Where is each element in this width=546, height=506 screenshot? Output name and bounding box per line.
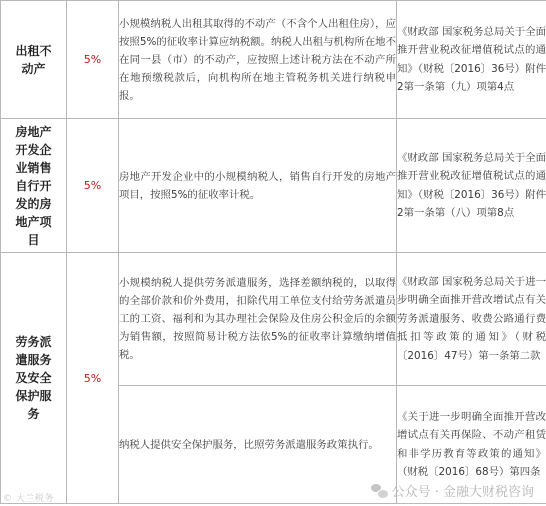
description-cell [119,119,397,253]
table-row [1,1,546,119]
item-cell [1,1,67,119]
rate-value: 5% [83,371,102,385]
legal-basis-cell [397,253,546,386]
wechat-icon [371,484,387,498]
watermark-left-text: © 大兰税务 [3,494,54,504]
table-row [1,119,546,253]
description-text: 纳税人提供安全保护服务，比照劳务派遣服务政策执行。 [119,438,379,451]
rate-cell [67,253,119,504]
watermark-left [3,491,54,504]
legal-basis-cell [397,1,546,119]
watermark-right [371,481,534,500]
description-cell [119,1,397,119]
description-text: 小规模纳税人提供劳务派遣服务，选择差额纳税的，以取得的全部价款和价外费用，扣除代用工单位支付给劳务派遣员工的工资、福利和为其办理社会保险及住房公积金后的余额为销售额，按照简易计税方法依5%的征收率计算缴纳增值税。 [119,277,396,361]
rate-value: 5% [83,179,102,192]
legal-basis-text: 《关于进一步明确全面推开营改增试点有关再保险、不动产租赁和非学历教育等政策的通知》（财税〔2016〕68号）第四条 [397,410,546,478]
description-text: 房地产开发企业中的小规模纳税人，销售自行开发的房地产项目，按照5%的征收率计税。 [119,170,396,201]
legal-basis-cell [397,119,546,253]
legal-basis-text: 《财政部 国家税务总局关于全面推开营业税改征增值税试点的通知》（财税〔2016〕36号）附件2第一条第（八）项第8点 [397,151,546,219]
watermark-right-text: 公众号 · 金融大财税咨询 [391,485,534,500]
legal-basis-text: 《财政部 国家税务总局关于进一步明确全面推开营改增试点有关劳务派遣服务、收费公路通行费抵扣等政策的通知》（财税〔2016〕47号）第一条第二款 [397,275,546,362]
item-label: 劳务派 遣服务 及安全 保护服 务 [15,335,52,421]
rate-value: 5% [83,53,102,66]
description-cell [119,386,397,504]
rate-cell [67,119,119,253]
description-text: 小规模纳税人出租其取得的不动产（不含个人出租住房），应按照5%的征收率计算应纳税额。纳税人出租与机构所在地不在同一县（市）的不动产，应按照上述计税方法在不动产所在地预缴税款后，向机构所在地主管税务机关进行纳税申报。 [119,17,396,102]
item-cell [1,119,67,253]
description-cell [119,253,397,386]
rate-cell [67,1,119,119]
item-cell [1,253,67,504]
legal-basis-text: 《财政部 国家税务总局关于全面推开营业税改征增值税试点的通知》（财税〔2016〕36号）附件2第一条第（九）项第4点 [397,25,546,93]
table-row [1,253,546,386]
item-label: 出租不 动产 [15,43,52,76]
item-label: 房地产 开发企 业销售 自行开 发的房 地产项 目 [15,124,52,247]
